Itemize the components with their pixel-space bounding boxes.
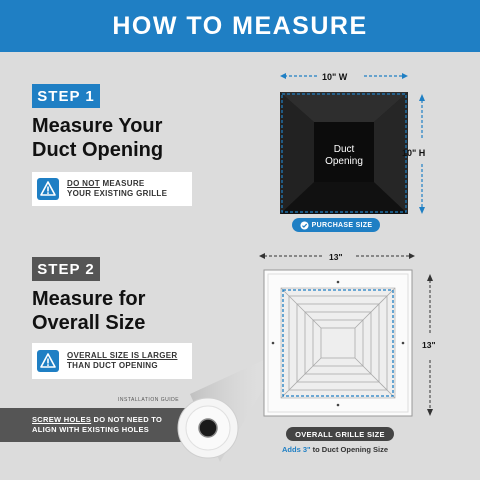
step1-heading-line1: Measure Your (32, 115, 163, 137)
purchase-size-label: PURCHASE SIZE (311, 221, 373, 229)
duct-opening-text (314, 144, 374, 168)
page-title: HOW TO MEASURE (0, 0, 480, 52)
width-arrow (280, 73, 408, 79)
step1-note (32, 172, 192, 206)
step1-badge: STEP 1 (32, 84, 100, 108)
duct-opening-line1: Duct (333, 144, 355, 155)
step2-note-underlined: OVERALL SIZE IS LARGER (67, 351, 178, 360)
overall-grille-size-pill: OVERALL GRILLE SIZE (286, 427, 394, 441)
screw-hole-icon (199, 419, 217, 437)
installation-underlined: SCREW HOLES (32, 415, 92, 424)
step1-note-rest: MEASURE (99, 179, 145, 188)
adds-prefix: Adds 3" (282, 445, 311, 454)
installation-rest: DO NOT NEED TO (91, 415, 163, 424)
step1-note-underlined: DO NOT (67, 179, 100, 188)
grille-width-arrow (259, 253, 415, 259)
step2-heading-line1: Measure for (32, 288, 146, 310)
step2-heading-line2: Overall Size (32, 312, 146, 334)
grille-height-label: 13" (422, 340, 436, 350)
step1-note-text (67, 179, 167, 199)
purchase-size-pill (292, 218, 380, 232)
grille-width-label: 13" (329, 252, 343, 262)
adds-suffix: to Duct Opening Size (310, 445, 389, 454)
installation-guide-label: INSTALLATION GUIDE (118, 397, 180, 403)
warning-triangle-icon (37, 350, 59, 372)
duct-opening-line2: Opening (325, 156, 363, 167)
installation-line2: ALIGN WITH EXISTING HOLES (32, 425, 150, 434)
warning-triangle-icon (37, 178, 59, 200)
step1-heading-line2: Duct Opening (32, 139, 164, 161)
step2-badge: STEP 2 (32, 257, 100, 281)
grille-diagram (256, 250, 446, 428)
duct-height-label: 10" H (402, 148, 426, 158)
step2-note-line2: THAN DUCT OPENING (67, 361, 158, 370)
step1-note-line2: YOUR EXISTING GRILLE (67, 189, 168, 198)
check-circle-icon (300, 221, 309, 230)
adds-note (282, 445, 388, 454)
duct-width-label: 10" W (322, 72, 348, 82)
